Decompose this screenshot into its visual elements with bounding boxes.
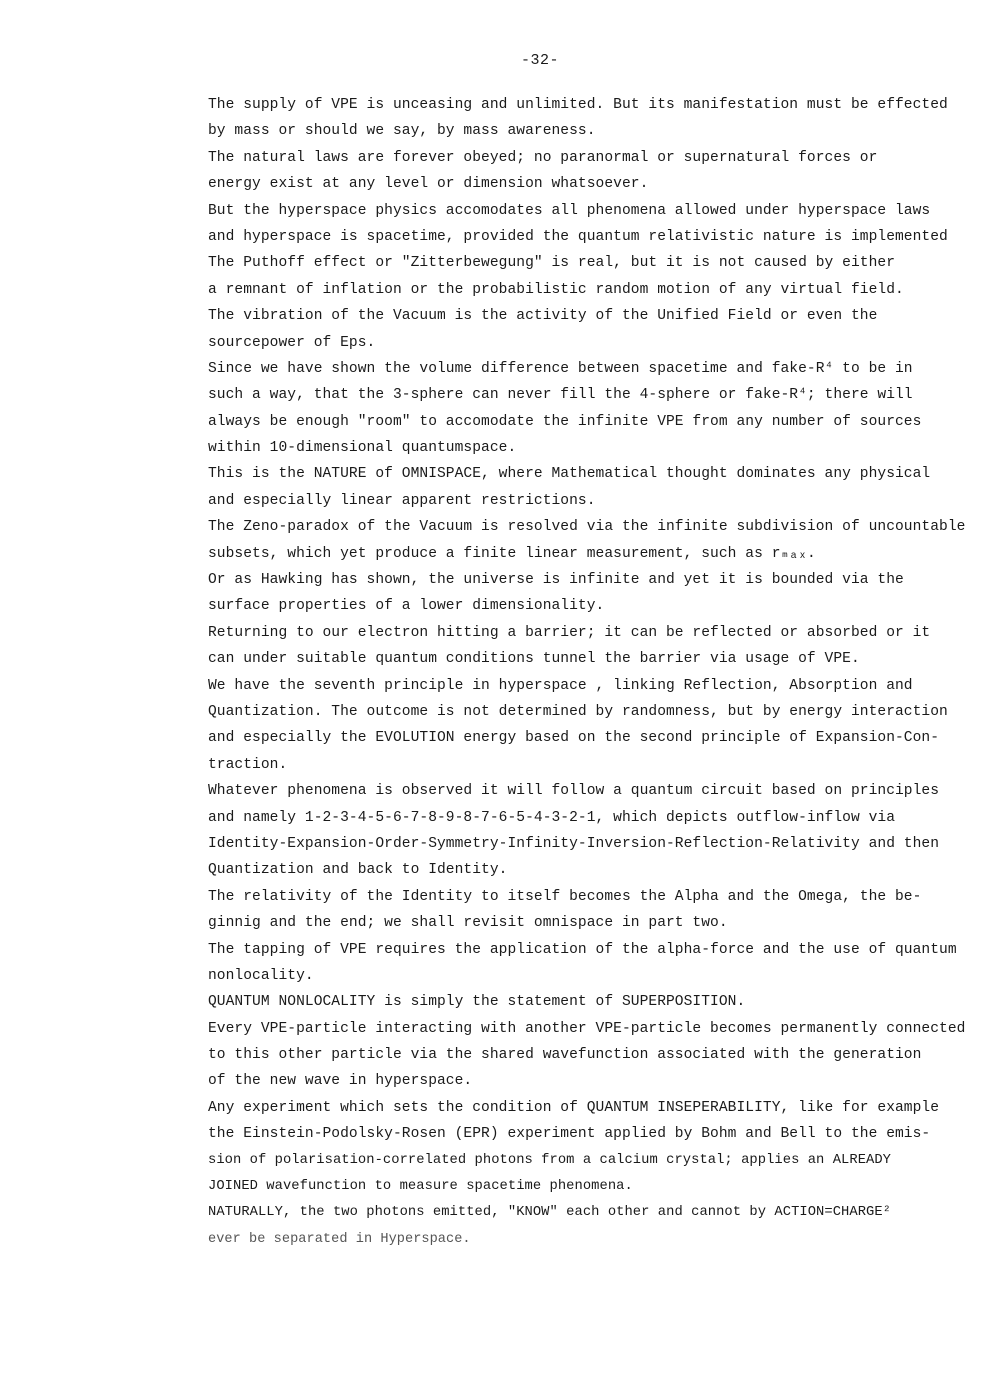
page-number: -32- <box>520 52 559 69</box>
text-line: a remnant of inflation or the probabilistic random motion of any virtual field. <box>208 281 904 298</box>
text-line: Or as Hawking has shown, the universe is infinite and yet it is bounded via the <box>208 572 904 589</box>
text-line: JOINED wavefunction to measure spacetime phenomena. <box>208 1179 633 1195</box>
text-line: can under suitable quantum conditions tunnel the barrier via usage of VPE. <box>208 651 860 668</box>
text-line: surface properties of a lower dimensionality. <box>208 598 605 615</box>
text-line: Since we have shown the volume difference between spacetime and fake-R⁴ to be in <box>208 360 913 377</box>
text-line: within 10-dimensional quantumspace. <box>208 440 517 457</box>
text-line: Quantization. The outcome is not determined by randomness, but by energy interaction <box>208 703 948 720</box>
text-line: and especially linear apparent restrictions. <box>208 492 596 509</box>
text-line: The natural laws are forever obeyed; no paranormal or supernatural forces or <box>208 149 878 166</box>
text-line: Every VPE-particle interacting with another VPE-particle becomes permanently connected <box>208 1020 966 1037</box>
text-line: nonlocality. <box>208 967 314 984</box>
text-line: The vibration of the Vacuum is the activity of the Unified Field or even the <box>208 308 878 325</box>
text-line: traction. <box>208 756 288 773</box>
text-line: The relativity of the Identity to itself becomes the Alpha and the Omega, the be- <box>208 888 922 905</box>
text-line: and namely 1-2-3-4-5-6-7-8-9-8-7-6-5-4-3-2-1, which depicts outflow-inflow via <box>208 809 895 826</box>
text-line: This is the NATURE of OMNISPACE, where Mathematical thought dominates any physical <box>208 466 931 483</box>
text-line: ever be separated in Hyperspace. <box>208 1231 471 1247</box>
text-line: sourcepower of Eps. <box>208 334 376 351</box>
text-line: the Einstein-Podolsky-Rosen (EPR) experiment applied by Bohm and Bell to the emis- <box>208 1126 931 1143</box>
text-line: We have the seventh principle in hyperspace , linking Reflection, Absorption and <box>208 677 913 694</box>
text-line: Returning to our electron hitting a barrier; it can be reflected or absorbed or it <box>208 624 931 641</box>
text-line: But the hyperspace physics accomodates all phenomena allowed under hyperspace laws <box>208 202 931 219</box>
text-line: The supply of VPE is unceasing and unlimited. But its manifestation must be effected <box>208 97 948 113</box>
text-line: The Puthoff effect or "Zitterbewegung" is real, but it is not caused by either <box>208 255 895 272</box>
text-line: by mass or should we say, by mass awareness. <box>208 123 596 140</box>
body-text <box>208 92 968 1253</box>
text-line: Quantization and back to Identity. <box>208 862 508 879</box>
text-line: Whatever phenomena is observed it will follow a quantum circuit based on principles <box>208 783 940 800</box>
text-line: QUANTUM NONLOCALITY is simply the statement of SUPERPOSITION. <box>208 994 746 1011</box>
text-line: to this other particle via the shared wavefunction associated with the generation <box>208 1047 922 1064</box>
text-line: always be enough "room" to accomodate the infinite VPE from any number of sources <box>208 413 922 430</box>
text-line: ginnig and the end; we shall revisit omnispace in part two. <box>208 915 728 932</box>
text-line: energy exist at any level or dimension whatsoever. <box>208 176 649 193</box>
text-line: NATURALLY, the two photons emitted, "KNOW" each other and cannot by ACTION=CHARGE² <box>208 1205 892 1221</box>
text-line: and especially the EVOLUTION energy based on the second principle of Expansion-Con- <box>208 730 940 747</box>
text-line: subsets, which yet produce a finite linear measurement, such as rₘₐₓ. <box>208 545 816 562</box>
text-line: and hyperspace is spacetime, provided the quantum relativistic nature is implemented <box>208 228 948 245</box>
text-line: Any experiment which sets the condition of QUANTUM INSEPERABILITY, like for example <box>208 1099 940 1116</box>
text-line: The Zeno-paradox of the Vacuum is resolved via the infinite subdivision of uncountable <box>208 519 966 536</box>
text-line: Identity-Expansion-Order-Symmetry-Infinity-Inversion-Reflection-Relativity and then <box>208 835 940 852</box>
text-line: such a way, that the 3-sphere can never fill the 4-sphere or fake-R⁴; there will <box>208 387 913 404</box>
text-line: sion of polarisation-correlated photons from a calcium crystal; applies an ALREADY <box>208 1152 892 1168</box>
text-line: of the new wave in hyperspace. <box>208 1073 473 1090</box>
text-line: The tapping of VPE requires the application of the alpha-force and the use of quantum <box>208 941 957 958</box>
